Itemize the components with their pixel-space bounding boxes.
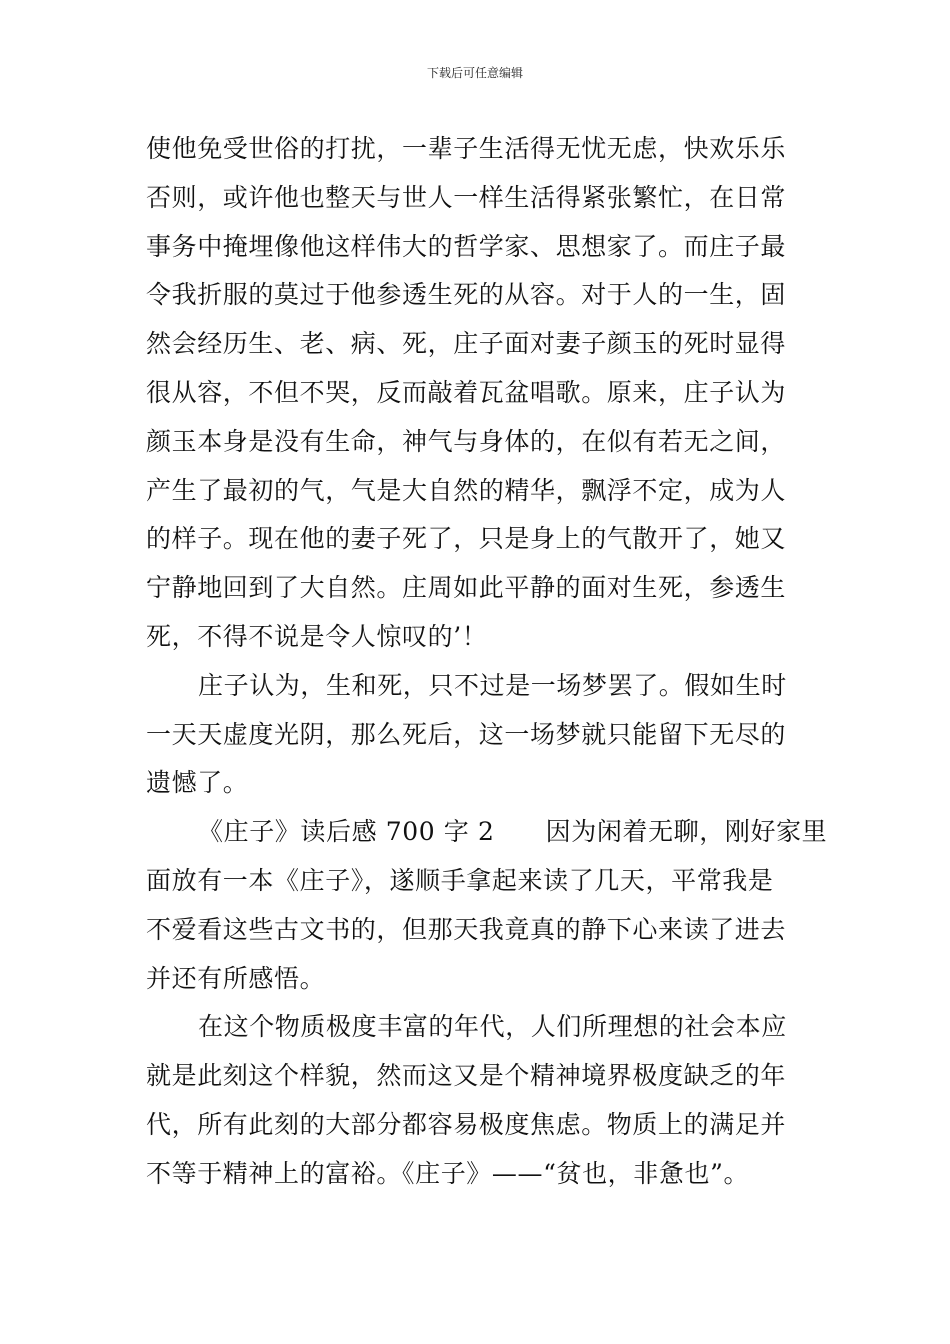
text-line: 不等于精神上的富裕。《庄子》——“贫也，非惫也”。 [146, 1158, 750, 1188]
text-line: 使他免受世俗的打扰，一辈子生活得无忧无虑，快欢乐乐 [146, 134, 787, 163]
paragraph-start-line: 庄子认为，生和死，只不过是一场梦罢了。假如生时 [198, 670, 787, 700]
paragraph-start-line: 在这个物质极度丰富的年代，人们所理想的社会本应 [198, 1012, 787, 1042]
text-line: 颜玉本身是没有生命，神气与身体的，在似有若无之间， [146, 426, 787, 456]
text-line: 死，不得不说是令人惊叹的’！ [146, 621, 488, 651]
text-line: 令我折服的莫过于他参透生死的从容。对于人的一生，固 [146, 280, 787, 310]
text-line: 不爱看这些古文书的，但那天我竟真的静下心来读了进去 [146, 914, 787, 944]
text-line: 否则，或许他也整天与世人一样生活得紧张繁忙，在日常 [146, 182, 787, 212]
text-line: 一天天虚度光阴，那么死后，这一场梦就只能留下无尽的 [146, 719, 787, 749]
page-header: 下载后可任意编辑 [426, 66, 523, 80]
text-line: 代，所有此刻的大部分都容易极度焦虑。物质上的满足并 [146, 1109, 787, 1139]
paragraph-start-line: 《庄子》读后感 700 字 2 因为闲着无聊，刚好家里 [198, 817, 828, 847]
text-line: 产生了最初的气，气是大自然的精华，飘浮不定，成为人 [146, 475, 787, 505]
text-line: 很从容，不但不哭，反而敲着瓦盆唱歌。原来，庄子认为 [146, 377, 787, 407]
text-line: 的样子。现在他的妻子死了，只是身上的气散开了，她又 [146, 524, 787, 554]
text-line: 然会经历生、老、病、死，庄子面对妻子颜玉的死时显得 [146, 329, 787, 359]
text-line: 事务中掩埋像他这样伟大的哲学家、思想家了。而庄子最 [146, 231, 787, 261]
text-line: 并还有所感悟。 [146, 963, 326, 993]
text-line: 就是此刻这个样貌，然而这又是个精神境界极度缺乏的年 [146, 1061, 787, 1091]
text-line: 遗憾了。 [146, 768, 249, 798]
document-body [146, 125, 826, 1199]
text-line: 宁静地回到了大自然。庄周如此平静的面对生死，参透生 [146, 573, 787, 603]
text-line: 面放有一本《庄子》，遂顺手拿起来读了几天，平常我是 [146, 865, 774, 895]
